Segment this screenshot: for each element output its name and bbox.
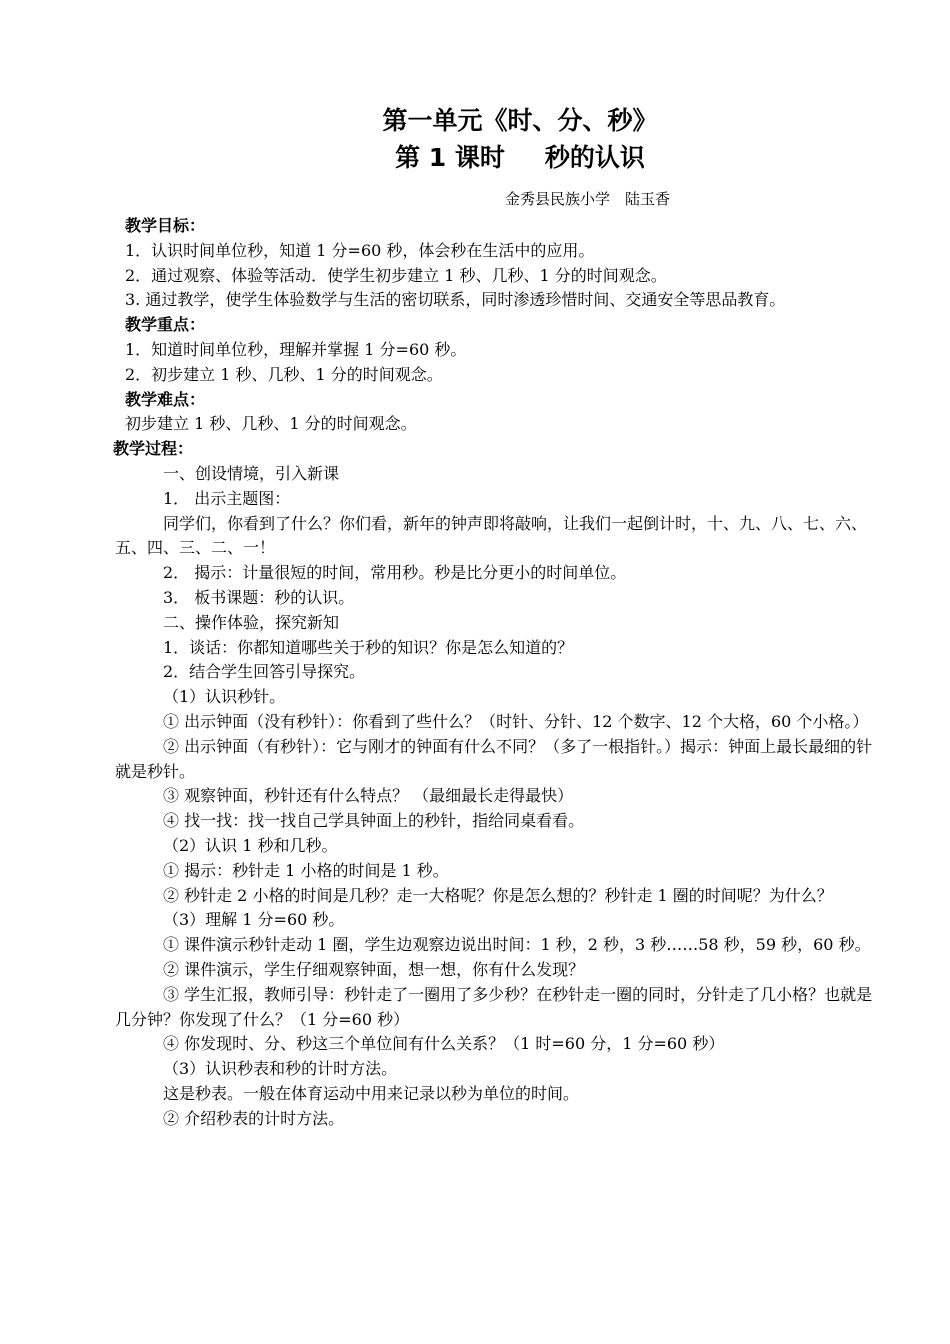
process-line: 3． 板书课题：秒的认识。 [163, 587, 355, 607]
process-line: 2．结合学生回答引导探究。 [163, 662, 366, 682]
process-line: ④ 找一找：找一找自己学具钟面上的秒针，指给同桌看看。 [163, 811, 585, 831]
process-line: ② 介绍秒表的计时方法。 [163, 1108, 345, 1128]
process-line: （3）认识秒表和秒的计时方法。 [163, 1059, 398, 1079]
process-line: ① 课件演示秒针走动 1 圈，学生边观察边说出时间：1 秒，2 秒，3 秒……58 秒，59 秒，60 秒。 [163, 935, 871, 955]
key-point-item: 2．初步建立 1 秒、几秒、1 分的时间观念。 [125, 364, 443, 384]
key-points-heading: 教学重点： [125, 315, 206, 335]
process-line: ④ 你发现时、分、秒这三个单位间有什么关系？（1 时=60 分，1 分=60 秒） [163, 1034, 725, 1054]
difficulties-heading: 教学难点： [125, 389, 206, 409]
process-line: 1．谈话：你都知道哪些关于秒的知识？你是怎么知道的？ [163, 637, 574, 657]
lesson-topic: 秒的认识 [544, 143, 645, 172]
objective-item: 1．认识时间单位秒，知道 1 分=60 秒，体会秒在生活中的应用。 [125, 240, 595, 260]
process-line: （3）理解 1 分=60 秒。 [163, 910, 345, 930]
process-line: 同学们，你看到了什么？你们看，新年的钟声即将敲响，让我们一起倒计时，十、九、八、七、六、五、四、三、二、一！ [115, 513, 868, 558]
author-line: 金秀县民族小学 陆玉香 [505, 190, 671, 208]
objective-item: 2．通过观察、体验等活动．使学生初步建立 1 秒、几秒、1 分的时间观念。 [125, 265, 667, 285]
objective-item: 3. 通过教学，使学生体验数学与生活的密切联系，同时渗透珍惜时间、交通安全等思品教育。 [125, 290, 786, 310]
process-line: ② 出示钟面（有秒针）：它与刚才的钟面有什么不同？（多了一根指针。）揭示：钟面上最长最细的针就是秒针。 [115, 736, 873, 781]
objectives-heading: 教学目标： [125, 216, 206, 235]
process-line: ② 课件演示，学生仔细观察钟面，想一想，你有什么发现？ [163, 959, 585, 979]
process-line: ① 揭示：秒针走 1 小格的时间是 1 秒。 [163, 860, 449, 880]
process-line: ① 出示钟面（没有秒针）：你看到了些什么？（时针、分针、12 个数字、12 个大格，60 个小格。） [163, 711, 869, 731]
process-line: ③ 学生汇报，教师引导：秒针走了一圈用了多少秒？在秒针走一圈的同时，分针走了几小格？也就是几分钟？你发现了什么？（1 分=60 秒） [115, 984, 873, 1029]
process-line: ② 秒针走 2 小格的时间是几秒？走一大格呢？你是怎么想的？秒针走 1 圈的时间呢？为什么？ [163, 885, 833, 905]
document-body [113, 214, 873, 1131]
key-point-item: 1．知道时间单位秒，理解并掌握 1 分=60 秒。 [125, 339, 467, 359]
process-heading: 教学过程： [113, 439, 194, 459]
process-line: 2． 揭示：计量很短的时间，常用秒。秒是比分更小的时间单位。 [163, 563, 627, 583]
process-line: 一、创设情境，引入新课 [163, 463, 340, 483]
process-line: 这是秒表。一般在体育运动中用来记录以秒为单位的时间。 [163, 1083, 580, 1103]
lesson-number: 第 1 课时 [395, 143, 505, 172]
process-line: ③ 观察钟面，秒针还有什么特点？ （最细最长走得最快） [163, 786, 574, 806]
difficulty-item: 初步建立 1 秒、几秒、1 分的时间观念。 [125, 414, 417, 434]
process-line: 二、操作体验，探究新知 [163, 612, 340, 632]
process-line: （1）认识秒针。 [163, 687, 286, 707]
lesson-subtitle [0, 143, 950, 173]
process-line: （2）认识 1 秒和几秒。 [163, 835, 338, 855]
process-line: 1． 出示主题图： [163, 488, 291, 508]
document-title: 第一单元《时、分、秒》 [382, 106, 658, 135]
